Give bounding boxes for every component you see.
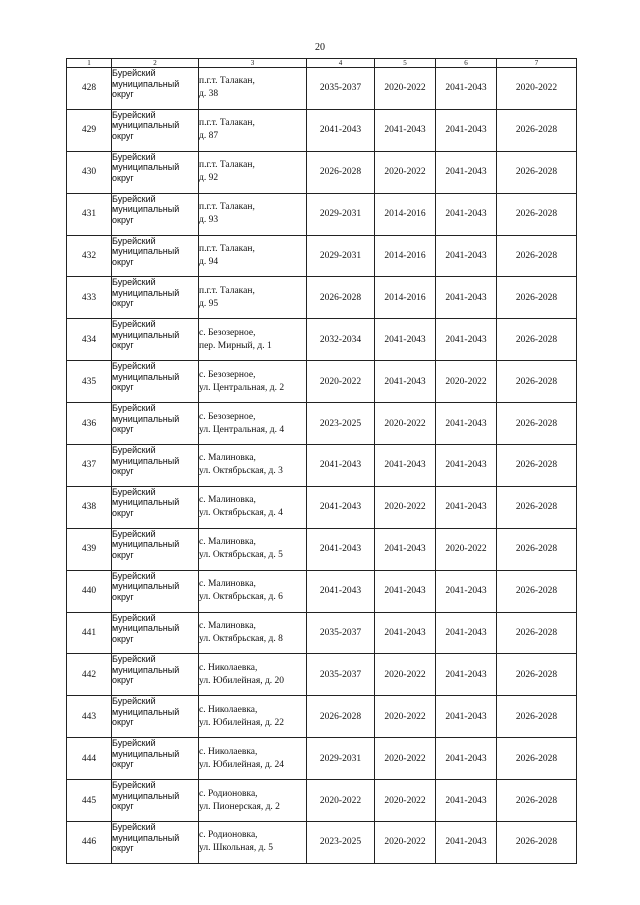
period-cell: 2020-2022 (436, 528, 497, 570)
address-line: пер. Мирный, д. 1 (199, 340, 272, 351)
period-cell: 2026-2028 (497, 570, 577, 612)
row-number-cell: 445 (67, 780, 112, 822)
period-cell: 2020-2022 (307, 780, 375, 822)
municipality-line: муниципальный (112, 790, 180, 801)
address-line: с. Родионовка, (199, 788, 258, 799)
address-line: с. Малиновка, (199, 495, 256, 506)
column-number: 7 (497, 59, 577, 68)
period-cell: 2041-2043 (436, 696, 497, 738)
row-number-cell: 434 (67, 319, 112, 361)
table-row (67, 235, 577, 277)
column-number: 6 (436, 59, 497, 68)
municipality-line: округ (112, 466, 134, 477)
period-cell: 2014-2016 (375, 193, 436, 235)
address-line: ул. Школьная, д. 5 (199, 843, 273, 854)
row-number-cell: 437 (67, 445, 112, 487)
address-cell (199, 109, 307, 151)
municipality-line: округ (112, 759, 134, 770)
row-number-cell: 442 (67, 654, 112, 696)
address-line: д. 87 (199, 131, 219, 142)
address-cell (199, 612, 307, 654)
address-line: с. Малиновка, (199, 537, 256, 548)
municipality-line: Бурейский (112, 612, 156, 623)
period-cell: 2026-2028 (307, 277, 375, 319)
period-cell: 2026-2028 (307, 696, 375, 738)
period-cell: 2029-2031 (307, 235, 375, 277)
row-number-cell: 444 (67, 738, 112, 780)
address-line: с. Безозерное, (199, 411, 256, 422)
address-cell (199, 486, 307, 528)
row-number-cell: 443 (67, 696, 112, 738)
municipality-line: Бурейский (112, 277, 156, 288)
period-cell: 2041-2043 (436, 403, 497, 445)
table-row (67, 68, 577, 110)
address-cell (199, 528, 307, 570)
period-cell: 2023-2025 (307, 822, 375, 864)
period-cell: 2026-2028 (497, 235, 577, 277)
address-line: д. 38 (199, 89, 219, 100)
municipality-line: Бурейский (112, 696, 156, 707)
address-cell (199, 696, 307, 738)
address-cell (199, 445, 307, 487)
address-cell (199, 68, 307, 110)
period-cell: 2041-2043 (436, 193, 497, 235)
table-row (67, 738, 577, 780)
address-cell (199, 822, 307, 864)
period-cell: 2026-2028 (497, 612, 577, 654)
table-row (67, 822, 577, 864)
period-cell: 2041-2043 (375, 528, 436, 570)
municipality-line: муниципальный (112, 455, 180, 466)
column-number: 5 (375, 59, 436, 68)
period-cell: 2020-2022 (375, 654, 436, 696)
period-cell: 2041-2043 (307, 445, 375, 487)
period-cell: 2035-2037 (307, 68, 375, 110)
row-number-cell: 441 (67, 612, 112, 654)
period-cell: 2023-2025 (307, 403, 375, 445)
period-cell: 2041-2043 (307, 486, 375, 528)
municipality-line: округ (112, 214, 134, 225)
municipality-line: Бурейский (112, 780, 156, 791)
period-cell: 2041-2043 (436, 445, 497, 487)
address-cell (199, 235, 307, 277)
period-cell: 2026-2028 (497, 277, 577, 319)
period-cell: 2014-2016 (375, 235, 436, 277)
period-cell: 2041-2043 (436, 277, 497, 319)
address-cell (199, 738, 307, 780)
row-number-cell: 436 (67, 403, 112, 445)
table-row (67, 151, 577, 193)
period-cell: 2020-2022 (375, 780, 436, 822)
address-line: с. Малиновка, (199, 621, 256, 632)
column-number-row (67, 59, 577, 68)
row-number-cell: 430 (67, 151, 112, 193)
address-line: с. Родионовка, (199, 830, 258, 841)
municipality-line: округ (112, 717, 134, 728)
address-line: д. 93 (199, 215, 219, 226)
municipality-cell (112, 109, 199, 151)
municipality-line: округ (112, 298, 134, 309)
municipality-line: муниципальный (112, 120, 180, 131)
municipality-line: муниципальный (112, 162, 180, 173)
period-cell: 2020-2022 (307, 361, 375, 403)
period-cell: 2029-2031 (307, 193, 375, 235)
address-line: ул. Октябрьская, д. 5 (199, 550, 283, 561)
table-row (67, 319, 577, 361)
municipality-line: округ (112, 340, 134, 351)
address-line: п.г.т. Талакан, (199, 160, 255, 171)
municipality-line: муниципальный (112, 664, 180, 675)
municipality-cell (112, 612, 199, 654)
period-cell: 2020-2022 (375, 151, 436, 193)
municipality-line: округ (112, 633, 134, 644)
period-cell: 2020-2022 (375, 822, 436, 864)
municipality-line: муниципальный (112, 497, 180, 508)
municipality-line: округ (112, 591, 134, 602)
municipality-cell (112, 822, 199, 864)
address-cell (199, 361, 307, 403)
municipality-cell (112, 193, 199, 235)
table-row (67, 612, 577, 654)
address-cell (199, 403, 307, 445)
period-cell: 2026-2028 (307, 151, 375, 193)
address-cell (199, 319, 307, 361)
address-line: д. 95 (199, 298, 219, 309)
municipality-line: Бурейский (112, 570, 156, 581)
municipality-cell (112, 361, 199, 403)
municipality-cell (112, 319, 199, 361)
period-cell: 2020-2022 (375, 486, 436, 528)
period-cell: 2020-2022 (497, 68, 577, 110)
period-cell: 2026-2028 (497, 361, 577, 403)
municipality-line: Бурейский (112, 319, 156, 330)
period-cell: 2041-2043 (436, 109, 497, 151)
period-cell: 2041-2043 (436, 319, 497, 361)
address-line: с. Безозерное, (199, 369, 256, 380)
period-cell: 2026-2028 (497, 654, 577, 696)
municipality-cell (112, 151, 199, 193)
address-cell (199, 151, 307, 193)
period-cell: 2041-2043 (307, 570, 375, 612)
municipality-line: муниципальный (112, 706, 180, 717)
municipality-cell (112, 570, 199, 612)
period-cell: 2041-2043 (375, 570, 436, 612)
municipality-cell (112, 486, 199, 528)
municipality-cell (112, 780, 199, 822)
row-number-cell: 432 (67, 235, 112, 277)
table-row (67, 696, 577, 738)
address-line: п.г.т. Талакан, (199, 285, 255, 296)
address-cell (199, 654, 307, 696)
municipality-line: Бурейский (112, 486, 156, 497)
period-cell: 2041-2043 (307, 528, 375, 570)
municipality-line: округ (112, 89, 134, 99)
municipality-line: округ (112, 130, 134, 141)
municipality-cell (112, 68, 199, 110)
period-cell: 2032-2034 (307, 319, 375, 361)
period-cell: 2041-2043 (375, 319, 436, 361)
row-number-cell: 428 (67, 68, 112, 110)
period-cell: 2026-2028 (497, 445, 577, 487)
address-line: ул. Центральная, д. 2 (199, 382, 285, 393)
table-row (67, 403, 577, 445)
period-cell: 2035-2037 (307, 612, 375, 654)
municipality-line: округ (112, 172, 134, 183)
period-cell: 2020-2022 (375, 696, 436, 738)
municipality-line: Бурейский (112, 822, 156, 833)
address-line: ул. Октябрьская, д. 3 (199, 466, 283, 477)
address-line: ул. Октябрьская, д. 4 (199, 508, 283, 519)
address-line: п.г.т. Талакан, (199, 244, 255, 254)
municipality-line: округ (112, 675, 134, 686)
table-row (67, 654, 577, 696)
address-cell (199, 780, 307, 822)
period-cell: 2020-2022 (375, 738, 436, 780)
period-cell: 2026-2028 (497, 319, 577, 361)
municipality-line: муниципальный (112, 371, 180, 382)
municipality-line: Бурейский (112, 738, 156, 749)
municipality-line: муниципальный (112, 413, 180, 424)
period-cell: 2026-2028 (497, 109, 577, 151)
municipality-cell (112, 445, 199, 487)
municipality-line: округ (112, 801, 134, 812)
municipality-line: муниципальный (112, 329, 180, 340)
municipality-line: Бурейский (112, 361, 156, 372)
address-line: ул. Октябрьская, д. 6 (199, 592, 283, 603)
table-row (67, 361, 577, 403)
municipality-cell (112, 738, 199, 780)
period-cell: 2041-2043 (375, 612, 436, 654)
period-cell: 2026-2028 (497, 738, 577, 780)
table-row (67, 445, 577, 487)
municipality-line: округ (112, 382, 134, 393)
municipality-line: округ (112, 424, 134, 435)
period-cell: 2041-2043 (436, 738, 497, 780)
address-line: с. Николаевка, (199, 704, 258, 715)
municipality-cell (112, 654, 199, 696)
period-cell: 2026-2028 (497, 193, 577, 235)
row-number-cell: 431 (67, 193, 112, 235)
municipality-line: Бурейский (112, 528, 156, 539)
municipality-line: Бурейский (112, 109, 156, 120)
municipality-line: муниципальный (112, 748, 180, 759)
table-row (67, 528, 577, 570)
municipality-line: Бурейский (112, 654, 156, 665)
address-line: д. 92 (199, 173, 219, 184)
municipality-line: муниципальный (112, 246, 180, 257)
housing-schedule-table (66, 58, 577, 864)
municipality-line: Бурейский (112, 235, 156, 246)
address-line: п.г.т. Талакан, (199, 118, 255, 129)
period-cell: 2041-2043 (436, 151, 497, 193)
period-cell: 2020-2022 (375, 68, 436, 110)
period-cell: 2041-2043 (375, 361, 436, 403)
column-number: 4 (307, 59, 375, 68)
municipality-line: Бурейский (112, 445, 156, 456)
table-body (67, 68, 577, 864)
address-line: с. Николаевка, (199, 662, 258, 673)
table-row (67, 193, 577, 235)
period-cell: 2041-2043 (436, 235, 497, 277)
address-line: ул. Октябрьская, д. 8 (199, 634, 283, 645)
table-row (67, 780, 577, 822)
address-line: с. Безозерное, (199, 327, 256, 338)
municipality-line: округ (112, 256, 134, 267)
municipality-cell (112, 277, 199, 319)
municipality-line: округ (112, 843, 134, 854)
municipality-line: муниципальный (112, 539, 180, 550)
column-number: 2 (112, 59, 199, 68)
municipality-line: муниципальный (112, 832, 180, 843)
address-line: ул. Юбилейная, д. 24 (199, 759, 285, 770)
period-cell: 2014-2016 (375, 277, 436, 319)
municipality-line: муниципальный (112, 287, 180, 298)
period-cell: 2041-2043 (436, 570, 497, 612)
address-cell (199, 193, 307, 235)
municipality-line: округ (112, 507, 134, 518)
period-cell: 2041-2043 (375, 109, 436, 151)
page-number: 20 (315, 42, 325, 53)
period-cell: 2026-2028 (497, 151, 577, 193)
column-number: 1 (67, 59, 112, 68)
period-cell: 2020-2022 (375, 403, 436, 445)
address-line: ул. Центральная, д. 4 (199, 424, 285, 435)
municipality-cell (112, 235, 199, 277)
address-line: ул. Пионерская, д. 2 (199, 801, 280, 812)
municipality-line: муниципальный (112, 78, 180, 89)
municipality-line: муниципальный (112, 623, 180, 634)
table-row (67, 486, 577, 528)
table-row (67, 570, 577, 612)
period-cell: 2026-2028 (497, 822, 577, 864)
period-cell: 2041-2043 (436, 486, 497, 528)
period-cell: 2041-2043 (436, 654, 497, 696)
address-line: п.г.т. Талакан, (199, 202, 255, 213)
row-number-cell: 433 (67, 277, 112, 319)
period-cell: 2041-2043 (436, 612, 497, 654)
municipality-line: округ (112, 549, 134, 560)
row-number-cell: 446 (67, 822, 112, 864)
address-line: ул. Юбилейная, д. 22 (199, 717, 285, 728)
address-line: п.г.т. Талакан, (199, 76, 255, 87)
period-cell: 2041-2043 (307, 109, 375, 151)
table-row (67, 109, 577, 151)
address-line: с. Малиновка, (199, 453, 256, 464)
municipality-line: муниципальный (112, 581, 180, 592)
period-cell: 2041-2043 (436, 822, 497, 864)
period-cell: 2026-2028 (497, 696, 577, 738)
period-cell: 2026-2028 (497, 403, 577, 445)
period-cell: 2026-2028 (497, 528, 577, 570)
row-number-cell: 439 (67, 528, 112, 570)
period-cell: 2035-2037 (307, 654, 375, 696)
row-number-cell: 429 (67, 109, 112, 151)
municipality-line: Бурейский (112, 68, 156, 78)
address-line: д. 94 (199, 257, 219, 267)
municipality-line: Бурейский (112, 403, 156, 414)
column-number: 3 (199, 59, 307, 68)
period-cell: 2041-2043 (436, 68, 497, 110)
table-row (67, 277, 577, 319)
address-cell (199, 570, 307, 612)
period-cell: 2041-2043 (436, 780, 497, 822)
row-number-cell: 435 (67, 361, 112, 403)
period-cell: 2026-2028 (497, 780, 577, 822)
row-number-cell: 438 (67, 486, 112, 528)
municipality-line: Бурейский (112, 193, 156, 204)
period-cell: 2020-2022 (436, 361, 497, 403)
row-number-cell: 440 (67, 570, 112, 612)
address-line: ул. Юбилейная, д. 20 (199, 675, 285, 686)
period-cell: 2041-2043 (375, 445, 436, 487)
municipality-cell (112, 696, 199, 738)
municipality-cell (112, 403, 199, 445)
period-cell: 2029-2031 (307, 738, 375, 780)
municipality-cell (112, 528, 199, 570)
municipality-line: муниципальный (112, 204, 180, 215)
address-line: с. Малиновка, (199, 579, 256, 590)
period-cell: 2026-2028 (497, 486, 577, 528)
municipality-line: Бурейский (112, 151, 156, 162)
address-line: с. Николаевка, (199, 746, 258, 757)
address-cell (199, 277, 307, 319)
